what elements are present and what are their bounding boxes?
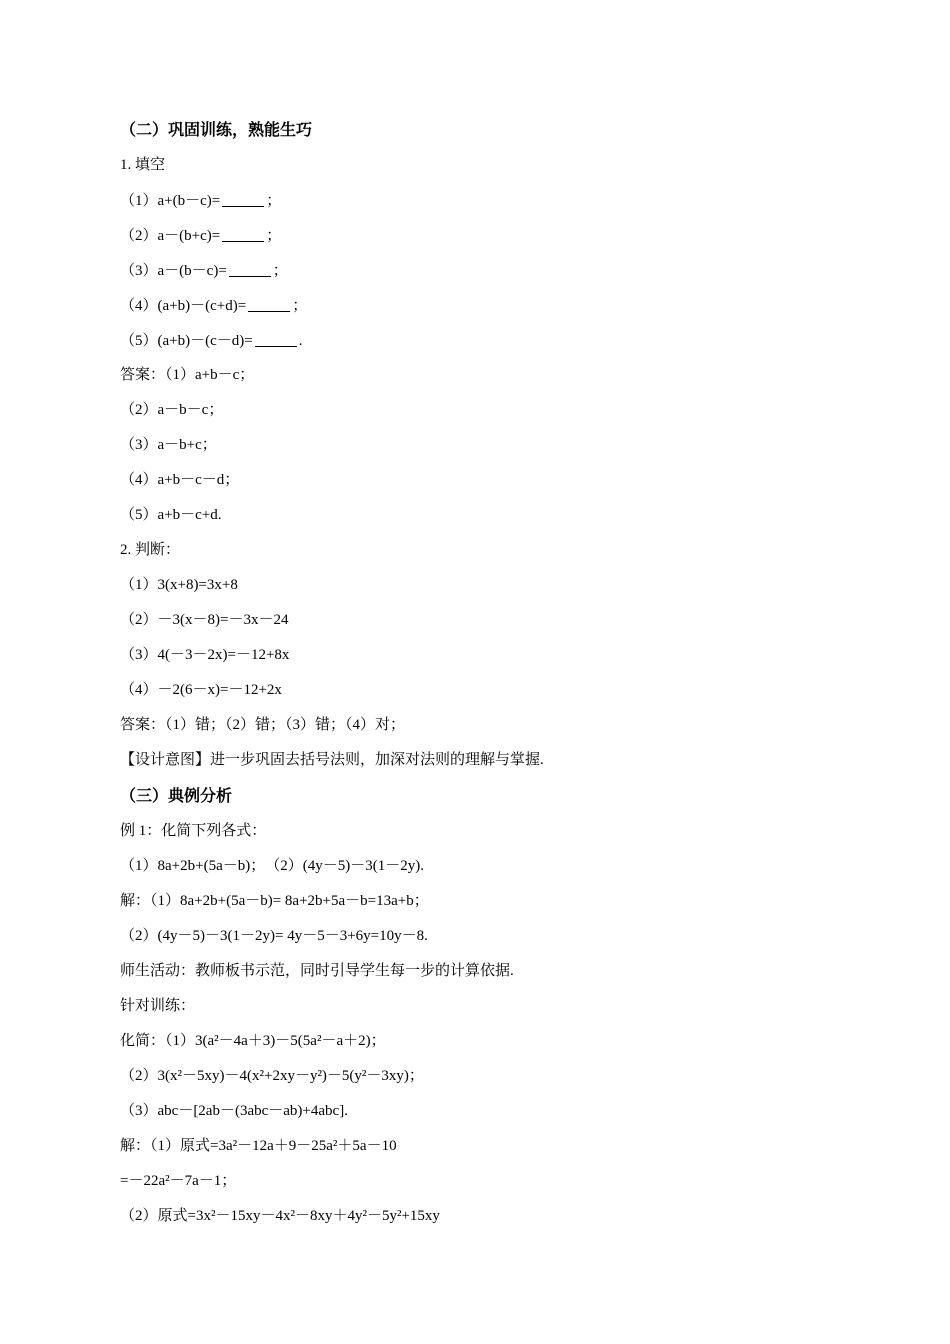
judge-item-1: （1）3(x+8)=3x+8 <box>120 577 238 593</box>
judge-item-3: （3）4(－3－2x)=－12+8x <box>120 647 290 663</box>
fill-item-prefix: （5） <box>120 333 158 349</box>
fill-item-4 <box>120 295 307 316</box>
answer-blank <box>222 225 264 242</box>
targeted-practice-label: 针对训练： <box>120 998 196 1014</box>
practice-solution-2: （2）原式=3x²－15xy－4x²－8xy＋4y²－5y²+15xy <box>120 1208 440 1224</box>
section3-title: （三）典例分析 <box>120 786 233 805</box>
answer-blank <box>248 295 290 312</box>
answer-blank <box>229 260 271 277</box>
example-1-label: 例 1：化简下列各式： <box>120 823 267 839</box>
fill-item-expr: (a+b)－(c+d)= <box>157 298 247 314</box>
judge-item-4: （4）－2(6－x)=－12+2x <box>120 682 282 698</box>
fill-item-suffix: ； <box>272 263 288 279</box>
fill-item-expr: a－(b－c)= <box>157 263 227 279</box>
judge-item-2: （2）－3(x－8)=－3x－24 <box>120 612 289 628</box>
fill-item-prefix: （1） <box>120 193 158 209</box>
fill-item-suffix: ； <box>292 298 308 314</box>
fill-item-prefix: （3） <box>120 263 158 279</box>
solution-line-1: 解：（1）8a+2b+(5a－b)= 8a+2b+5a－b=13a+b； <box>120 893 429 909</box>
example-1-problems: （1）8a+2b+(5a－b)； （2）(4y－5)－3(1－2y). <box>120 858 424 874</box>
answer-line-1: 答案：（1）a+b－c； <box>120 367 255 383</box>
answer-line-5: （5）a+b－c+d. <box>120 507 222 523</box>
fill-item-suffix: ； <box>266 228 282 244</box>
q1-label: 1. 填空 <box>120 157 166 173</box>
practice-solution-1: 解：（1）原式=3a²－12a＋9－25a²＋5a－10 <box>120 1138 397 1154</box>
answer-line-3: （3）a－b+c； <box>120 437 217 453</box>
teacher-activity: 师生活动：教师板书示范，同时引导学生每一步的计算依据. <box>120 963 514 979</box>
fill-item-suffix: ； <box>266 193 282 209</box>
design-intent: 【设计意图】进一步巩固去括号法则，加深对法则的理解与掌握. <box>120 752 544 768</box>
practice-item-1: 化简：（1）3(a²－4a＋3)－5(5a²－a＋2)； <box>120 1033 386 1049</box>
practice-solution-1-result: =－22a²－7a－1； <box>120 1173 237 1189</box>
q2-answer: 答案：（1）错；（2）错；（3）错；（4）对； <box>120 717 406 733</box>
fill-item-expr: a+(b－c)= <box>157 193 221 209</box>
fill-item-prefix: （4） <box>120 298 158 314</box>
answer-blank <box>255 330 297 347</box>
solution-line-2: （2）(4y－5)－3(1－2y)= 4y－5－3+6y=10y－8. <box>120 928 428 944</box>
q2-label: 2. 判断： <box>120 542 181 558</box>
fill-item-prefix: （2） <box>120 228 158 244</box>
fill-item-1 <box>120 190 281 211</box>
fill-item-expr: (a+b)－(c－d)= <box>157 333 253 349</box>
section2-title: （二）巩固训练，熟能生巧 <box>120 120 313 139</box>
fill-item-suffix: . <box>298 333 303 349</box>
answer-blank <box>222 190 264 207</box>
fill-item-2 <box>120 225 281 246</box>
practice-item-2: （2）3(x²－5xy)－4(x²+2xy－y²)－5(y²－3xy)； <box>120 1068 424 1084</box>
answer-line-2: （2）a－b－c； <box>120 402 224 418</box>
fill-item-3 <box>120 260 288 281</box>
fill-item-5 <box>120 330 302 351</box>
practice-item-3: （3）abc－[2ab－(3abc－ab)+4abc]. <box>120 1103 348 1119</box>
answer-line-4: （4）a+b－c－d； <box>120 472 240 488</box>
fill-item-expr: a－(b+c)= <box>157 228 221 244</box>
